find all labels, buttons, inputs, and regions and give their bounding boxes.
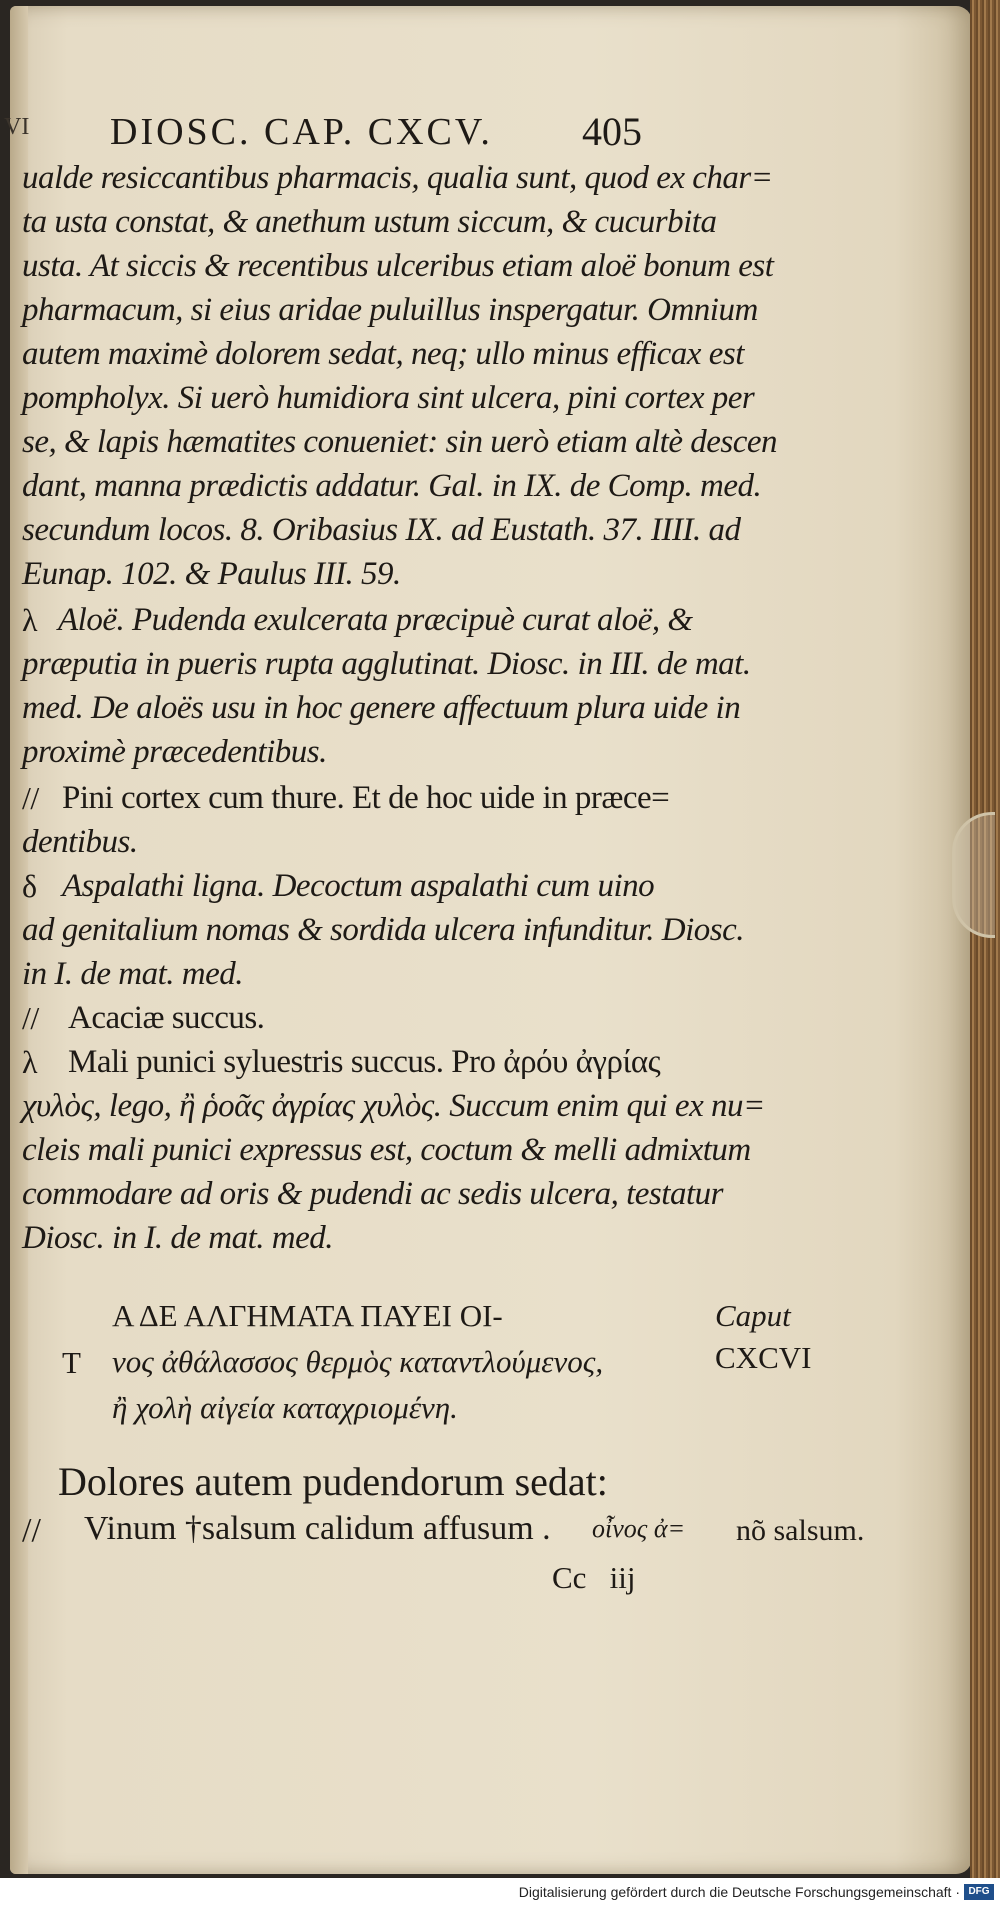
body-line: pharmacum, si eius aridae puluillus inspergatur. Omnium [22, 292, 758, 328]
note-line: cleis mali punici expressus est, coctum & melli admixtum [22, 1132, 751, 1168]
chapter-greek-line: ἢ χολὴ αἰγεία καταχριομένη. [112, 1390, 458, 1425]
chapter-margin-letter: T [62, 1345, 81, 1380]
funding-notice: Digitalisierung gefördert durch die Deutsche Forschungsgemeinschaft · [518, 1884, 960, 1900]
note-line: Pini cortex cum thure. Et de hoc uide in præce= [62, 780, 670, 816]
body-line: se, & lapis hæmatites conueniet: sin uerò etiam altè descen [22, 424, 778, 460]
note-symbol: λ [22, 602, 38, 638]
body-line: pompholyx. Si uerò humidiora sint ulcera, pini cortex per [22, 380, 755, 416]
body-line: ualde resiccantibus pharmacis, qualia sunt, quod ex char= [22, 160, 773, 196]
book-clasp [952, 812, 995, 938]
item-text: Vinum †salsum calidum affusum . [84, 1510, 551, 1547]
note-line: ad genitalium nomas & sordida ulcera infunditur. Diosc. [22, 912, 745, 948]
running-header: DIOSC. CAP. CXCV. [110, 111, 493, 153]
note-line: med. De aloës usu in hoc genere affectuum plura uide in [22, 690, 741, 726]
caput-label: Caput [715, 1298, 791, 1333]
note-line: Mali punici syluestris succus. Pro ἀρόυ ἀγρίας [68, 1044, 661, 1080]
note-symbol: δ [22, 868, 37, 904]
note-line: Diosc. in I. de mat. med. [22, 1220, 334, 1256]
note-line: Aloë. Pudenda exulcerata præcipuè curat aloë, & [58, 602, 693, 638]
body-line: usta. At siccis & recentibus ulceribus etiam aloë bonum est [22, 248, 774, 284]
body-line: ta usta constat, & anethum ustum siccum, & cucurbita [22, 204, 717, 240]
note-symbol: // [22, 780, 39, 816]
note-line: in I. de mat. med. [22, 956, 244, 992]
note-line: Acaciæ succus. [68, 1000, 265, 1036]
body-line: autem maximè dolorem sedat, neq; ullo minus efficax est [22, 336, 744, 372]
item-symbol: // [22, 1512, 41, 1549]
signature-mark: Cc iij [552, 1560, 636, 1595]
item-greek: οἶνος ἀ= [592, 1514, 686, 1543]
book-edge [970, 0, 1000, 1880]
margin-mark: VI [4, 114, 30, 140]
note-symbol: // [22, 1000, 39, 1036]
body-line: dant, manna prædictis addatur. Gal. in IX. de Comp. med. [22, 468, 762, 504]
note-line: proximè præcedentibus. [22, 734, 327, 770]
note-symbol: λ [22, 1044, 38, 1080]
chapter-greek-line: Α ΔΕ ΑΛΓΗΜΑΤΑ ΠΑΥΕΙ ΟΙ- [112, 1298, 503, 1333]
note-line: commodare ad oris & pudendi ac sedis ulcera, testatur [22, 1176, 723, 1212]
dfg-logo-icon: DFG [964, 1884, 994, 1900]
item-margin-note: nõ salsum. [736, 1514, 865, 1547]
body-line: Eunap. 102. & Paulus III. 59. [22, 556, 401, 592]
page-number: 405 [582, 109, 642, 154]
note-line: Aspalathi ligna. Decoctum aspalathi cum uino [62, 868, 655, 904]
note-line: dentibus. [22, 824, 138, 860]
footer-bar [0, 1878, 1000, 1908]
body-line: secundum locos. 8. Oribasius IX. ad Eustath. 37. IIII. ad [22, 512, 741, 548]
note-line: χυλὸς, lego, ἢ ῥοᾶς ἀγρίας χυλὸς. Succum enim qui ex nu= [22, 1088, 765, 1124]
caput-number: CXCVI [715, 1340, 812, 1375]
section-heading: Dolores autem pudendorum sedat: [58, 1459, 608, 1504]
note-line: præputia in pueris rupta agglutinat. Diosc. in III. de mat. [22, 646, 751, 682]
chapter-greek-line: νος ἀθάλασσος θερμὸς καταντλούμενος, [112, 1344, 604, 1379]
